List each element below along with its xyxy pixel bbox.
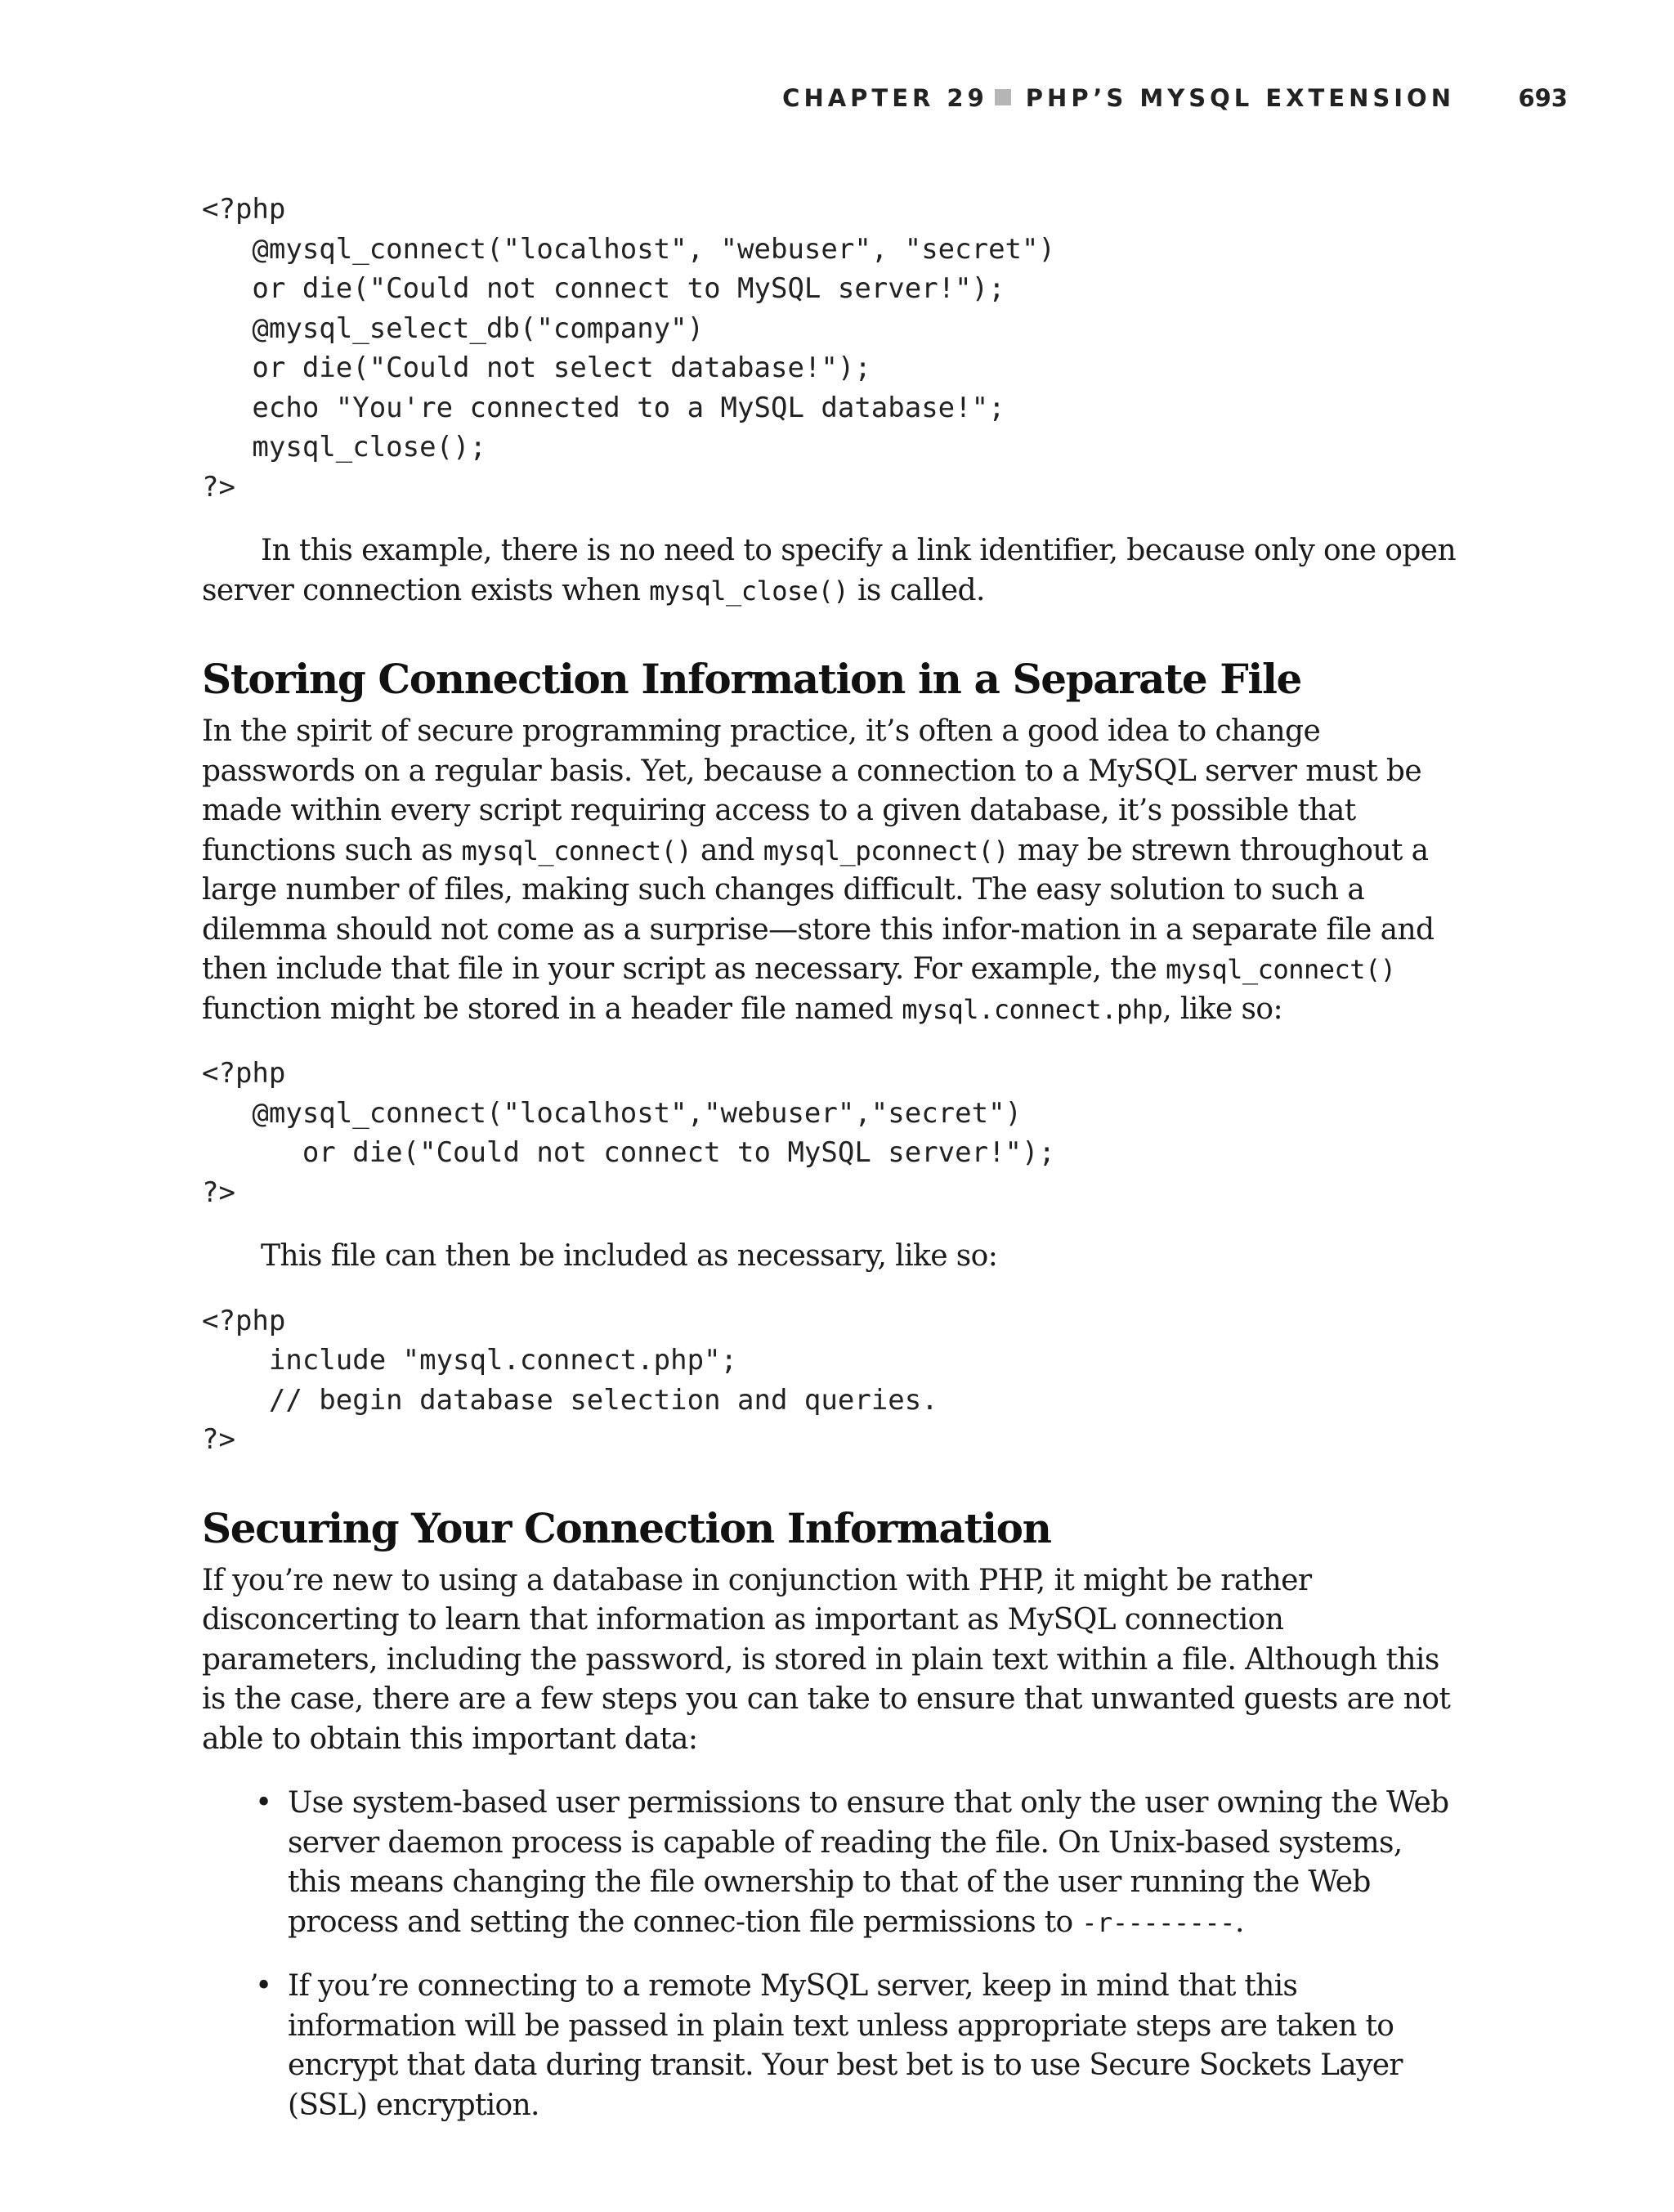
page-number: 693 — [1518, 84, 1568, 112]
inline-code: -r-------- — [1081, 1906, 1235, 1938]
chapter-title: PHP’S MYSQL EXTENSION — [1025, 84, 1455, 112]
chapter-label: CHAPTER 29 — [782, 84, 988, 112]
code-line: echo "You're connected to a MySQL database!"; — [202, 391, 1005, 424]
list-item-permissions — [202, 1784, 1461, 1942]
paragraph-text: , like so: — [1162, 992, 1283, 1026]
code-block-connect-example — [202, 190, 1461, 507]
code-line: <?php — [202, 1304, 286, 1337]
code-line: or die("Could not connect to MySQL server!"); — [202, 272, 1005, 305]
chapter-heading — [782, 82, 1455, 114]
code-line: <?php — [202, 1057, 286, 1090]
list-item-text: . — [1234, 1905, 1244, 1939]
paragraph-secure-programming — [202, 712, 1461, 1029]
code-block-include — [202, 1301, 1461, 1460]
section-heading-storing-connection: Storing Connection Information in a Separate File — [202, 655, 1301, 703]
section-heading-securing-connection: Securing Your Connection Information — [202, 1503, 1051, 1552]
paragraph-text: is called. — [848, 573, 985, 607]
running-header — [0, 82, 1674, 114]
security-tips-list — [202, 1784, 1461, 2125]
code-line: // begin database selection and queries. — [202, 1383, 938, 1417]
code-block-header-file — [202, 1054, 1461, 1212]
code-line: or die("Could not connect to MySQL server!"); — [202, 1136, 1055, 1169]
page-content — [202, 190, 1461, 2125]
bullet-icon: • — [255, 1786, 272, 1820]
inline-code: mysql_connect() — [1166, 954, 1396, 985]
separator-square-icon — [995, 89, 1011, 105]
inline-code: mysql.connect.php — [902, 993, 1163, 1025]
code-line: @mysql_connect("localhost","webuser","secret") — [202, 1096, 1023, 1130]
code-line: <?php — [202, 193, 286, 226]
code-line: include "mysql.connect.php"; — [202, 1344, 738, 1377]
code-line: ?> — [202, 1423, 235, 1456]
code-line: mysql_close(); — [202, 431, 486, 463]
code-line: @mysql_connect("localhost", "webuser", "secret") — [202, 232, 1055, 266]
paragraph-link-identifier — [202, 531, 1461, 611]
paragraph-text: In this example, there is no need to specify a link identifier, because only one open server connection exists when — [202, 534, 1457, 607]
list-item-ssl — [202, 1967, 1461, 2125]
code-line: ?> — [202, 470, 235, 504]
bullet-icon: • — [255, 1969, 272, 2003]
paragraph-text: may be strewn throughout a large number of files, making such changes difficult. The easy solution to such a dilemma should not come as a surprise—store this infor-mation in a separate file and then include that file in your script as necessary. For example, the — [202, 833, 1435, 986]
inline-code: mysql_pconnect() — [763, 835, 1009, 866]
code-line: or die("Could not select database!"); — [202, 352, 871, 384]
paragraph-include-note: This file can then be included as necessary, like so: — [261, 1239, 998, 1273]
paragraph-plain-text-warning: If you’re new to using a database in conjunction with PHP, it might be rather disconcerting to learn that information as important as MySQL connection parameters, including the password, is stored in plain text within a file. Although this is the case, there are a few steps you can take to ensure that unwanted guests are not able to obtain this important data: — [202, 1563, 1451, 1756]
inline-code: mysql_connect() — [461, 835, 692, 866]
list-item-text: If you’re connecting to a remote MySQL server, keep in mind that this information will be passed in plain text unless appropriate steps are taken to encrypt that data during transit. Your best bet is to use Secure Sockets Layer (SSL) encryption. — [288, 1969, 1403, 2122]
paragraph-text: function might be stored in a header file named — [202, 992, 902, 1026]
code-line: @mysql_select_db("company") — [202, 311, 705, 345]
code-line: ?> — [202, 1175, 235, 1209]
inline-code: mysql_close() — [649, 575, 849, 607]
paragraph-text: and — [692, 833, 763, 867]
paragraph-text: In the spirit of secure programming practice, it’s often a good idea to change passwords on a regular basis. Yet, because a connection to a MySQL server must be made within every script requiring access to a given database, it’s possible that functions such as — [202, 714, 1422, 867]
list-item-text: Use system-based user permissions to ensure that only the user owning the Web server daemon process is capable of reading the file. On Unix-based systems, this means changing the file ownership to that of the user running the Web process and setting the connec-tion file permissions to — [288, 1786, 1449, 1939]
